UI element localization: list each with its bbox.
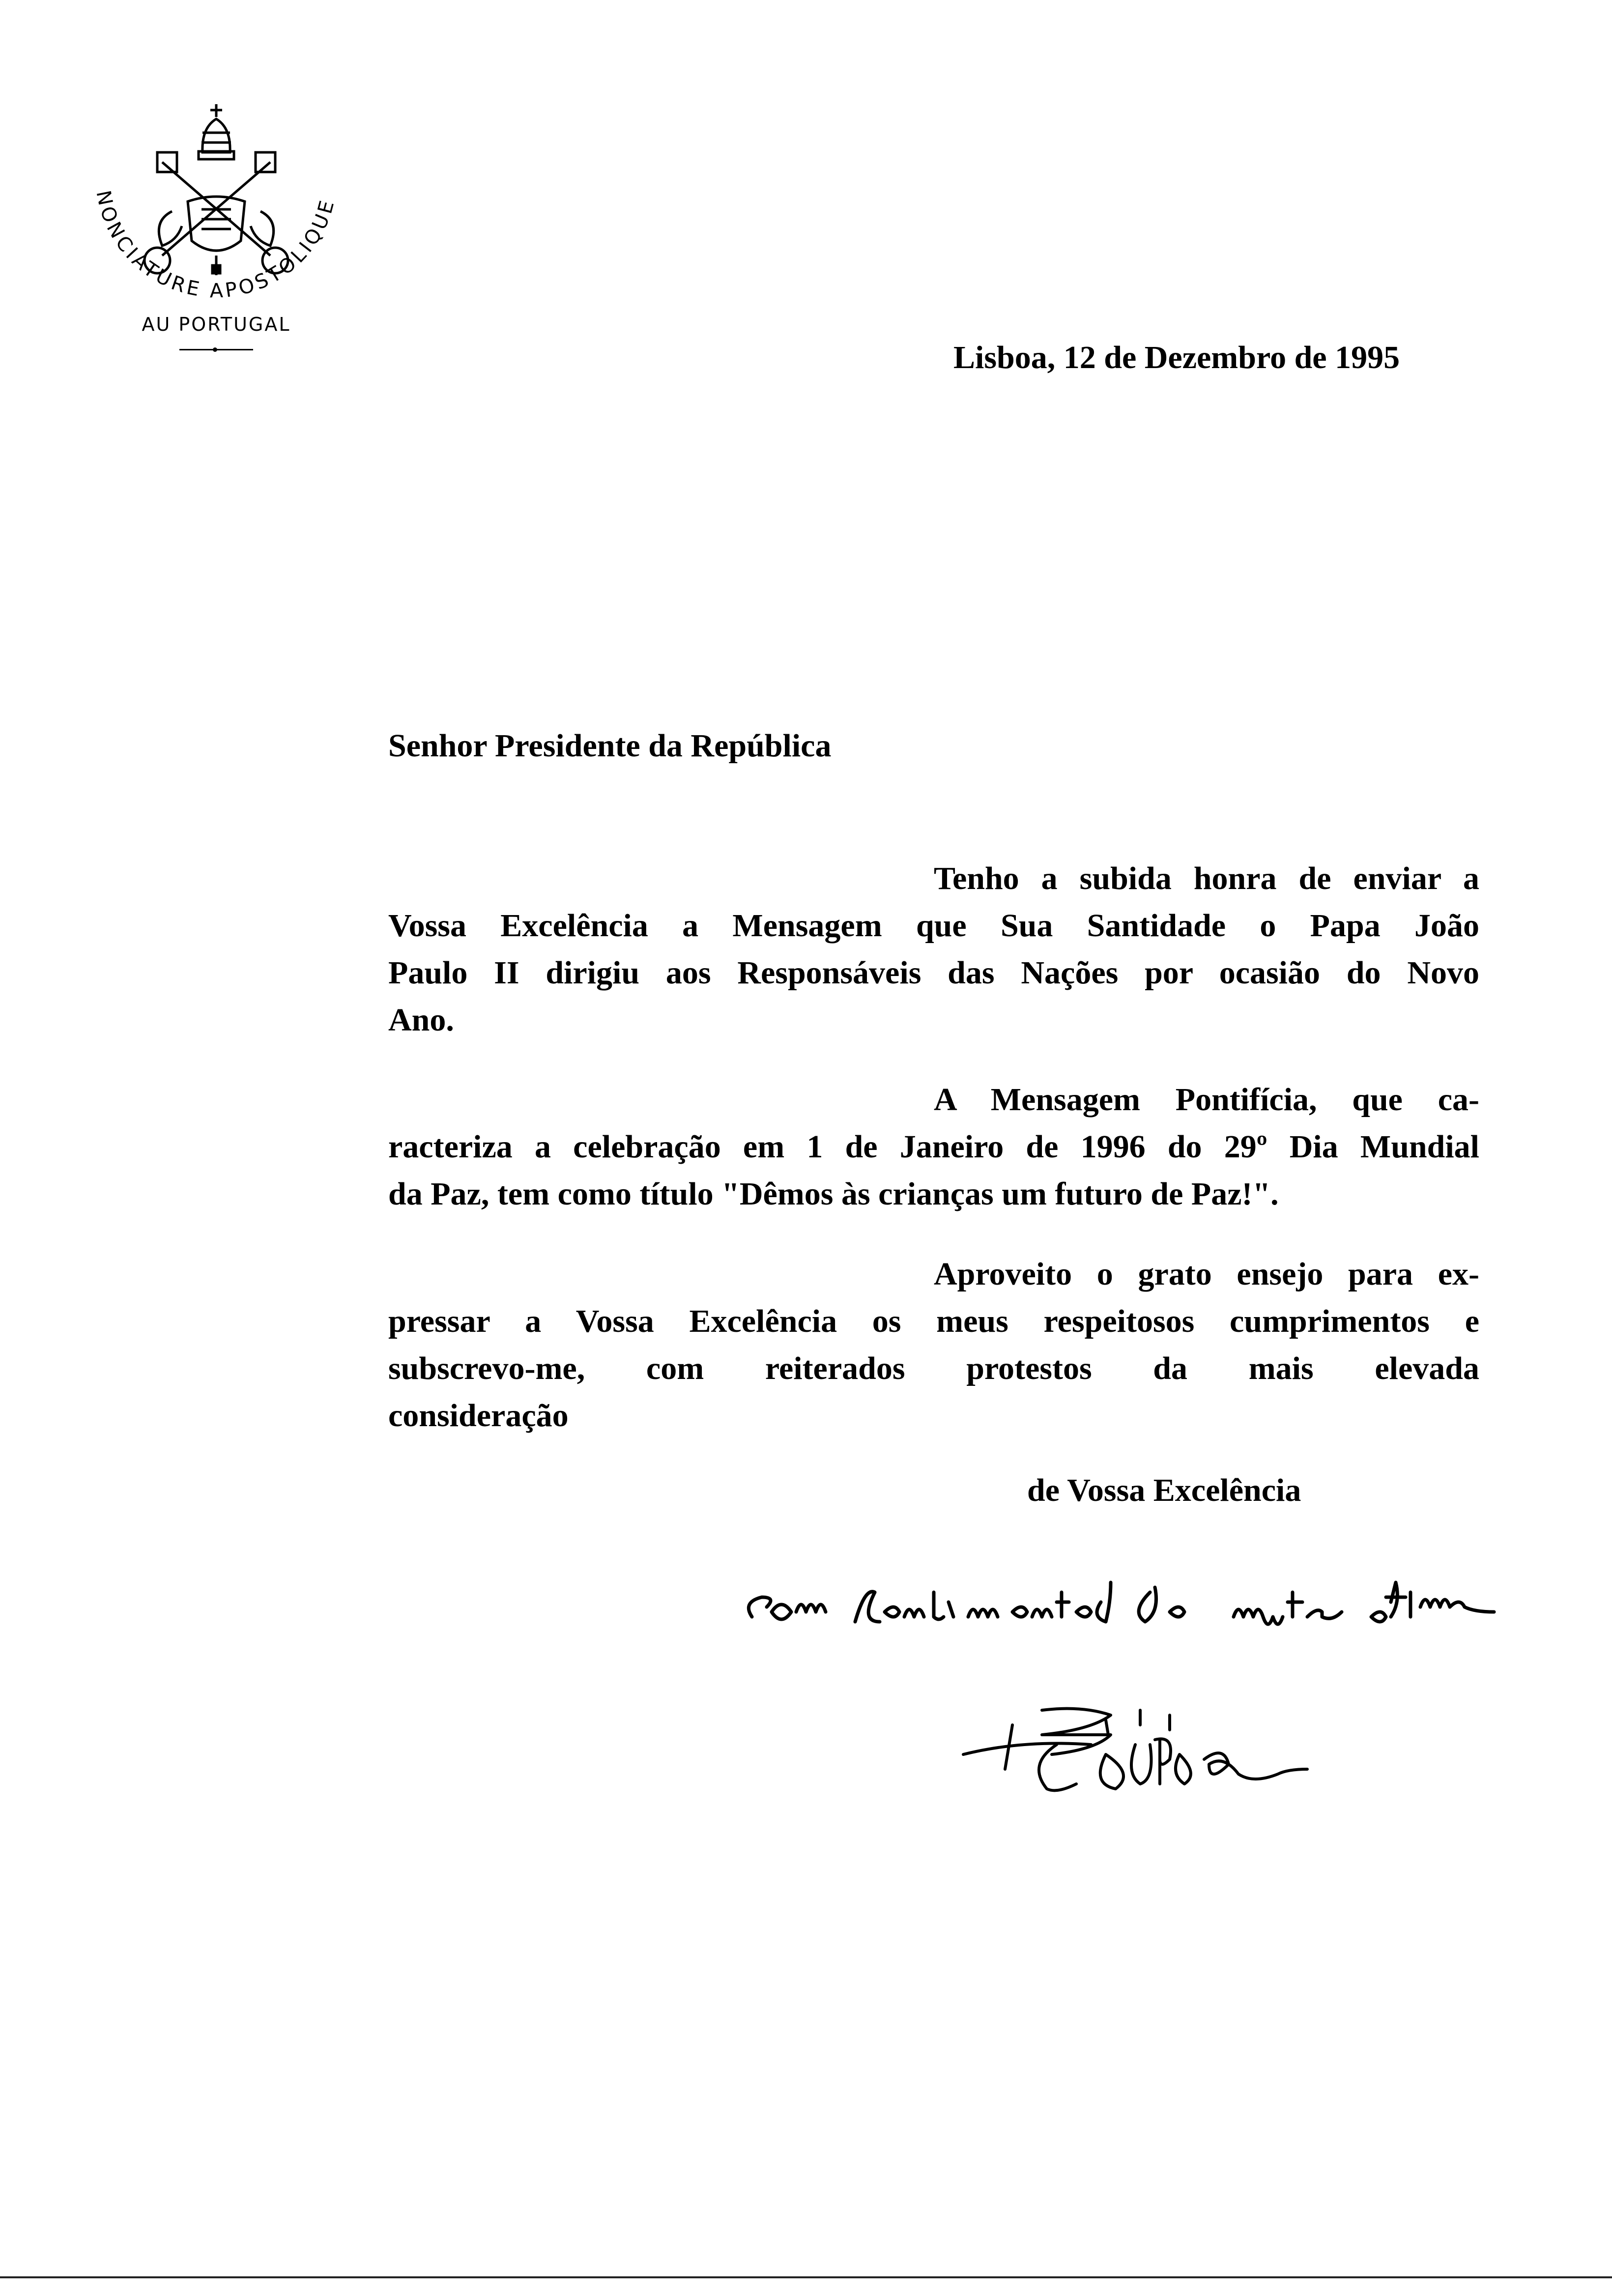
paragraph-1 — [388, 855, 1479, 1044]
paragraph-line: pressar a Vossa Excelência os meus respeitosos cumprimentos e — [388, 1303, 1479, 1339]
papal-coat-of-arms-icon — [79, 93, 354, 310]
paragraph-line: racteriza a celebração em 1 de Janeiro de 1996 do 29º Dia Mundial — [388, 1129, 1479, 1165]
closing-formula: de Vossa Excelência — [1027, 1472, 1301, 1508]
paragraph-line: A Mensagem Pontifícia, que ca- — [934, 1082, 1479, 1118]
letter-date: Lisboa, 12 de Dezembro de 1995 — [953, 340, 1400, 375]
paragraph-line: Vossa Excelência a Mensagem que Sua Santidade o Papa João — [388, 908, 1479, 944]
paragraph-3 — [388, 1251, 1479, 1439]
paragraph-line: subscrevo-me, com reiterados protestos da mais elevada — [388, 1350, 1479, 1386]
seal-subtitle: AU PORTUGAL — [142, 314, 291, 335]
seal-divider — [179, 349, 253, 350]
salutation: Senhor Presidente da República — [388, 728, 832, 764]
paragraph-line: Paulo II dirigiu aos Responsáveis das Nações por ocasião do Novo — [388, 955, 1479, 991]
paragraph-line: consideração — [388, 1398, 569, 1434]
paragraph-line: Aproveito o grato ensejo para ex- — [934, 1256, 1479, 1292]
signature — [944, 1691, 1435, 1818]
seal-arc-text: NONCIATURE APOSTOLIQUE — [91, 188, 340, 303]
paragraph-line: Ano. — [388, 1002, 454, 1038]
paragraph-line: Tenho a subida honra de enviar a — [934, 861, 1479, 896]
page-bottom-border — [0, 2276, 1612, 2278]
letterhead — [79, 93, 354, 398]
svg-text:NONCIATURE APOSTOLIQUE — [91, 189, 339, 303]
paragraph-2 — [388, 1076, 1479, 1218]
handwritten-note — [737, 1563, 1548, 1651]
paragraph-line: da Paz, tem como título "Dêmos às crianças um futuro de Paz!". — [388, 1176, 1279, 1212]
